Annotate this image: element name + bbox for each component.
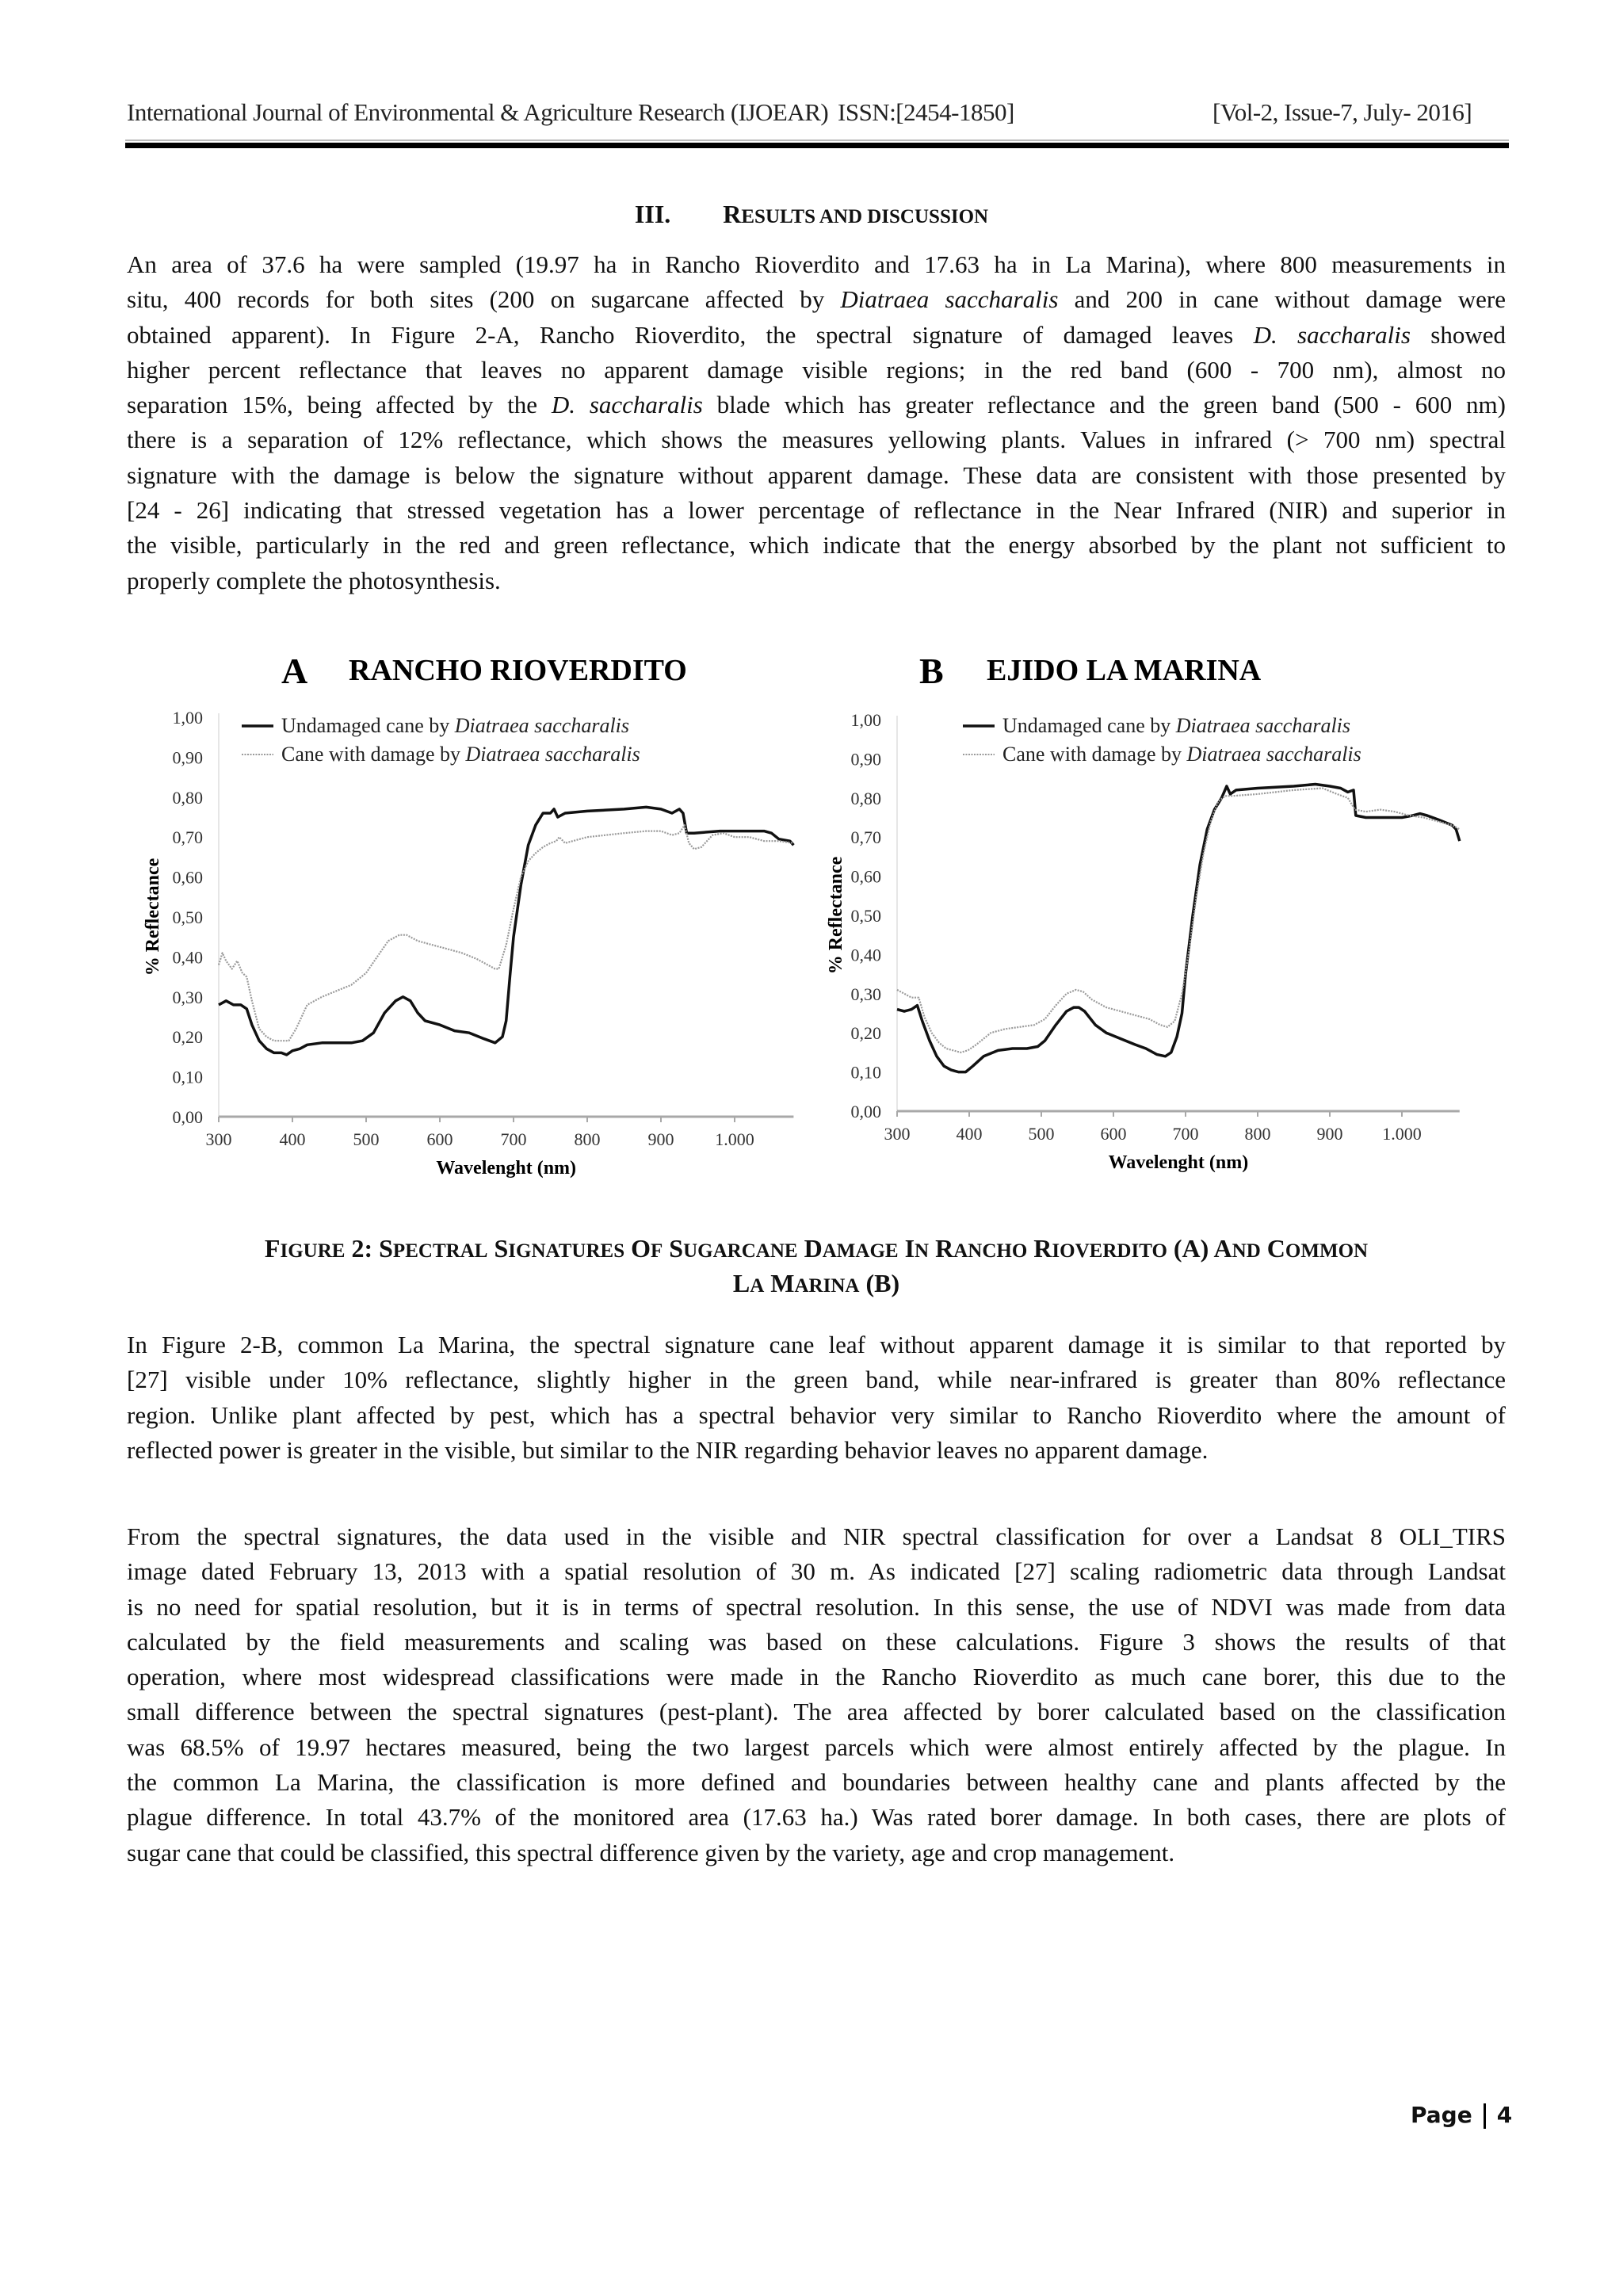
page-footer [1411,2102,1512,2129]
text-line: An area of 37.6 ha were sampled (19.97 ha in Rancho Rioverdito and 17.63 ha in La Marina), where 800 measurements in [127,250,1506,278]
y-tick-label: 0,70 [850,827,881,848]
legend-label: Cane with damage by Diatraea saccharalis [281,743,640,766]
x-tick-label: 600 [426,1129,453,1149]
text-line: [24 - 26] indicating that stressed vegetation has a lower percentage of reflectance in the Near Infrared (NIR) and superior in [127,496,1506,525]
text-line: region. Unlike plant affected by pest, which has a spectral behavior very similar to Rancho Rioverdito where the amount of [127,1400,1506,1429]
x-tick-label: 300 [205,1129,232,1149]
y-tick-label: 0,00 [172,1107,203,1127]
page-number: 4 [1496,2102,1513,2128]
running-header [127,98,1506,130]
legend-label: Cane with damage by Diatraea saccharalis [1002,743,1361,766]
text-line: higher percent reflectance that leaves no apparent damage visible regions; in the red band (600 - 700 nm), almost no [127,355,1506,384]
text-line: is no need for spatial resolution, but it is in terms of spectral resolution. In this sense, the use of NDVI was made from data [127,1592,1506,1621]
y-tick-label: 0,50 [172,907,203,927]
text-line: plague difference. In total 43.7% of the monitored area (17.63 ha.) Was rated borer damage. In both cases, there are plots of [127,1803,1506,1832]
text-line: separation 15%, being affected by the D. saccharalis blade which has greater reflectance and the green band (500 - 600 nm) [127,391,1506,419]
x-tick-label: 400 [956,1124,983,1144]
y-axis-label: % Reflectance [143,858,163,976]
chart-panel-letter: A [281,651,308,691]
text-line: operation, where most widespread classifications were made in the Rancho Rioverdito as much cane borer, this due to the [127,1663,1506,1691]
x-tick-label: 400 [279,1129,306,1149]
text-line: properly complete the photosynthesis. [127,566,501,594]
y-tick-label: 0,80 [850,788,881,808]
y-tick-label: 0,90 [850,749,881,770]
x-tick-label: 900 [647,1129,674,1149]
x-tick-label: 1.000 [1382,1124,1422,1144]
caption-line-1: FIGURE 2: SPECTRAL SIGNATURES OF SUGARCANE DAMAGE IN RANCHO RIOVERDITO (A) AND COMMON [264,1234,1369,1263]
x-tick-label: 1.000 [715,1129,754,1149]
chart-panel-letter: B [919,651,944,691]
x-tick-label: 500 [353,1129,380,1149]
y-tick-label: 0,70 [172,827,203,848]
figure-caption [127,1232,1506,1302]
paragraph-results [127,247,1506,598]
text-line: there is a separation of 12% reflectance, which shows the measures yellowing plants. Values in infrared (> 700 nm) spectral [127,426,1506,454]
series-undamaged-line [219,807,793,1055]
y-tick-label: 1,00 [172,708,203,728]
x-tick-label: 500 [1028,1124,1055,1144]
y-axis-label: % Reflectance [826,856,846,975]
caption-line-2: LA MARINA (B) [732,1269,900,1297]
figure-2 [0,634,1623,1205]
text-line: sugar cane that could be classified, this spectral difference given by the variety, age and crop management. [127,1838,1175,1866]
spectral-signature-charts [0,634,1623,1205]
y-tick-label: 0,40 [850,945,881,965]
text-line: the common La Marina, the classification is more defined and boundaries between healthy cane and plants affected by the [127,1768,1506,1797]
text-line: obtained apparent). In Figure 2-A, Rancho Rioverdito, the spectral signature of damaged leaves D. saccharalis showed [127,320,1507,349]
y-tick-label: 0,90 [172,747,203,768]
text-line: image dated February 13, 2013 with a spatial resolution of 30 m. As indicated [27] scaling radiometric data through Landsat [127,1557,1506,1586]
header-rule-thin [125,139,1509,141]
text-line: In Figure 2-B, common La Marina, the spectral signature cane leaf without apparent damage it is similar to that reported by [127,1331,1506,1358]
x-tick-label: 800 [1244,1124,1271,1144]
y-tick-label: 0,60 [172,867,203,888]
legend-label: Undamaged cane by Diatraea saccharalis [281,714,630,737]
text-line: situ, 400 records for both sites (200 on sugarcane affected by Diatraea saccharalis and 200 in cane without damage were [127,285,1507,314]
chart-title: RANCHO RIOVERDITO [349,654,687,687]
text-line: the visible, particularly in the red and green reflectance, which indicate that the energy absorbed by the plant not sufficient to [127,531,1506,560]
x-tick-label: 700 [1172,1124,1199,1144]
y-tick-label: 0,30 [850,984,881,1004]
y-tick-label: 1,00 [850,710,881,730]
series-undamaged-line [897,785,1460,1072]
section-number: III. [634,200,671,228]
text-line: calculated by the field measurements and scaling was based on these calculations. Figure 3 shows the results of that [127,1627,1506,1656]
text-line: small difference between the spectral signatures (pest-plant). The area affected by borer calculated based on the classification [127,1698,1506,1726]
issn: ISSN:[2454-1850] [838,98,1014,126]
y-tick-label: 0,50 [850,906,881,926]
text-line: From the spectral signatures, the data used in the visible and NIR spectral classification for over a Landsat 8 OLI_TIRS [127,1522,1506,1550]
text-line: was 68.5% of 19.97 hectares measured, being the two largest parcels which were almost entirely affected by the plague. In [127,1733,1506,1761]
x-tick-label: 700 [500,1129,527,1149]
paragraph-la-marina [127,1328,1506,1468]
section-title-initial: R [723,200,742,228]
x-axis-label: Wavelenght (nm) [436,1158,577,1179]
x-tick-label: 800 [574,1129,601,1149]
y-tick-label: 0,60 [850,866,881,887]
y-tick-label: 0,80 [172,787,203,808]
text-line: [27] visible under 10% reflectance, slightly higher in the green band, while near-infrared is greater than 80% reflectance [127,1366,1506,1394]
x-axis-label: Wavelenght (nm) [1108,1152,1249,1173]
x-tick-label: 600 [1100,1124,1127,1144]
y-tick-label: 0,00 [850,1102,881,1121]
page-separator [1484,2103,1486,2129]
y-tick-label: 0,40 [172,947,203,968]
y-tick-label: 0,10 [850,1062,881,1083]
section-heading [0,200,1623,229]
series-damaged-line [897,789,1460,1052]
y-tick-label: 0,20 [850,1023,881,1044]
section-title-rest: ESULTS AND DISCUSSION [741,206,989,227]
page-label: Page [1411,2102,1472,2128]
chart-title: EJIDO LA MARINA [987,654,1262,687]
x-tick-label: 300 [884,1124,911,1144]
x-tick-label: 900 [1316,1124,1343,1144]
legend-label: Undamaged cane by Diatraea saccharalis [1002,714,1351,737]
y-tick-label: 0,30 [172,987,203,1007]
text-line: signature with the damage is below the signature without apparent damage. These data are consistent with those presented by [127,460,1506,489]
journal-name: International Journal of Environmental & Agriculture Research (IJOEAR) [127,98,829,126]
y-tick-label: 0,10 [172,1067,203,1087]
volume-issue: [Vol-2, Issue-7, July- 2016] [1212,98,1472,126]
header-rule [125,143,1509,148]
y-tick-label: 0,20 [172,1027,203,1048]
text-line: reflected power is greater in the visible, but similar to the NIR regarding behavior leaves no apparent damage. [127,1435,1209,1464]
paragraph-classification [127,1519,1506,1870]
